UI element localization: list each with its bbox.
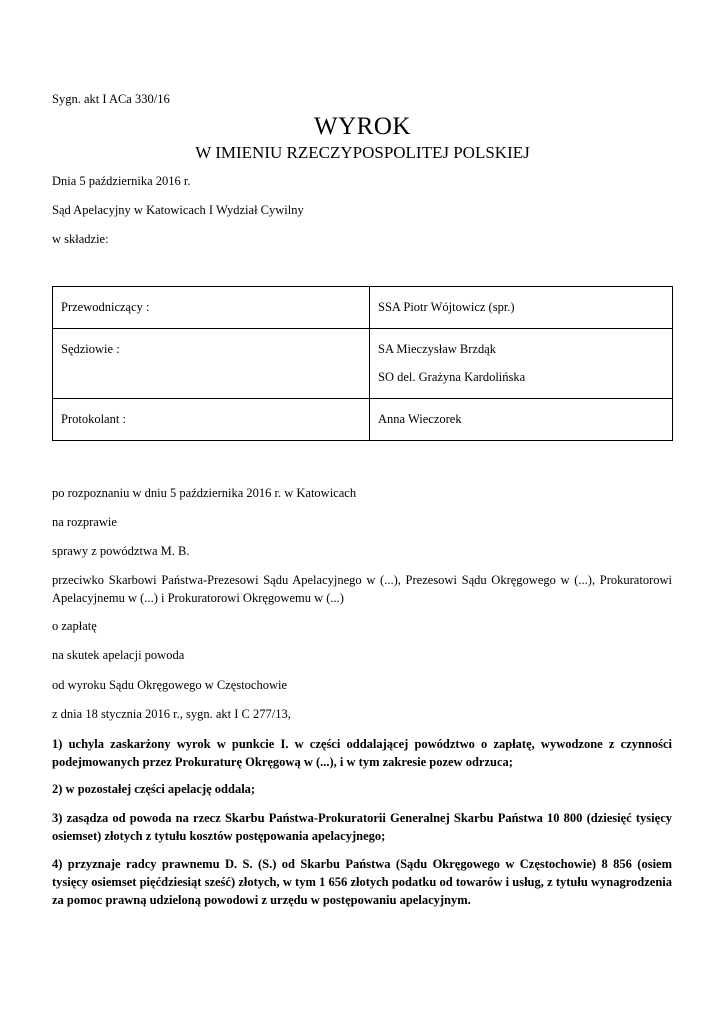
considered-line: po rozpoznaniu w dniu 5 października 2016 r. w Katowicach xyxy=(52,486,357,500)
panel-table xyxy=(52,286,673,441)
ruling-item: 2) w pozostałej części apelację oddala; xyxy=(52,782,256,796)
member-name: SO del. Grażyna Kardolińska xyxy=(378,370,526,384)
hearing-line: na rozprawie xyxy=(52,515,117,529)
member-name: SSA Piotr Wójtowicz (spr.) xyxy=(378,300,515,314)
role-cell: Sędziowie : xyxy=(53,329,370,399)
ruling-item: 1) uchyla zaskarżony wyrok w punkcie I. w części oddalającej powództwo o zapłatę, wywodzone z czynności podejmowanych przez Prokuraturę Okręgową w (...), i w tym zakresie pozew odrzuca; xyxy=(52,737,672,769)
ruling-item: 3) zasądza od powoda na rzecz Skarbu Państwa-Prokuratorii Generalnej Skarbu Państwa 10 800 (dziesięć tysięcy osiemset) złotych z tytułu kosztów postępowania apelacyjnego; xyxy=(52,811,672,843)
member-name: SA Mieczysław Brzdąk xyxy=(378,342,497,356)
judgment-date: Dnia 5 października 2016 r. xyxy=(52,174,191,188)
case-line: sprawy z powództwa M. B. xyxy=(52,544,190,558)
appeal-line: na skutek apelacji powoda xyxy=(52,648,185,662)
name-cell xyxy=(370,329,673,399)
name-cell xyxy=(370,399,673,441)
document-subtitle: W IMIENIU RZECZYPOSPOLITEJ POLSKIEJ xyxy=(195,143,530,162)
case-signature: Sygn. akt I ACa 330/16 xyxy=(52,92,170,106)
table-row xyxy=(53,399,673,441)
subject-line: o zapłatę xyxy=(52,619,97,633)
name-cell xyxy=(370,287,673,329)
table-row xyxy=(53,287,673,329)
lower-court-line: od wyroku Sądu Okręgowego w Częstochowie xyxy=(52,678,288,692)
defendants-line: przeciwko Skarbowi Państwa-Prezesowi Sądu Apelacyjnego w (...), Prezesowi Sądu Okręgowego w (...), Prokuratorowi Apelacyjnemu w (...) i Prokuratorowi Okręgowemu w (...) xyxy=(52,573,672,605)
lower-judgment-date: z dnia 18 stycznia 2016 r., sygn. akt I C 277/13, xyxy=(52,707,291,721)
table-row xyxy=(53,329,673,399)
role-cell: Protokolant : xyxy=(53,399,370,441)
role-cell: Przewodniczący : xyxy=(53,287,370,329)
document-title: WYROK xyxy=(314,113,411,140)
ruling-item: 4) przyznaje radcy prawnemu D. S. (S.) od Skarbu Państwa (Sądu Okręgowego w Częstochowie) 8 856 (osiem tysięcy osiemset pięćdziesiąt sześć) złotych, w tym 1 656 złotych podatku od towarów i usług, z tytułu wynagrodzenia za pomoc prawną udzieloną powodowi z urzędu w postępowaniu apelacyjnym. xyxy=(52,857,672,907)
court-name: Sąd Apelacyjny w Katowicach I Wydział Cywilny xyxy=(52,203,304,217)
composition-label: w składzie: xyxy=(52,232,109,246)
member-name: Anna Wieczorek xyxy=(378,412,462,426)
